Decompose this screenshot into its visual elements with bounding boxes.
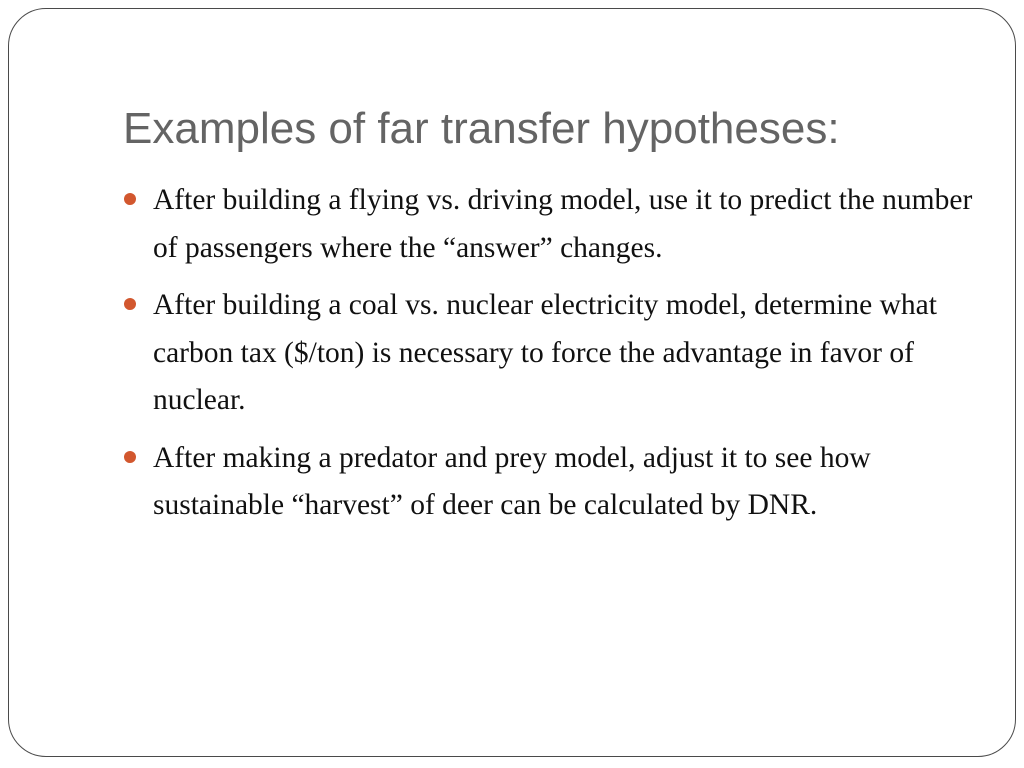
bullet-dot-icon: [124, 193, 136, 205]
bullet-text: After building a flying vs. driving model, use it to predict the number of passengers where the “answer” changes.: [153, 184, 973, 264]
bullet-item: [121, 177, 981, 272]
slide-title: Examples of far transfer hypotheses:: [123, 104, 840, 153]
bullet-item: [121, 282, 981, 425]
bullet-dot-icon: [124, 298, 136, 310]
bullet-text: After building a coal vs. nuclear electricity model, determine what carbon tax ($/ton) is necessary to force the advantage in favor of nuclear.: [153, 289, 937, 416]
slide-frame: [8, 8, 1016, 757]
bullet-list: [121, 177, 981, 530]
bullet-dot-icon: [124, 451, 136, 463]
bullet-text: After making a predator and prey model, adjust it to see how sustainable “harvest” of deer can be calculated by DNR.: [153, 441, 871, 521]
bullet-item: [121, 435, 981, 530]
